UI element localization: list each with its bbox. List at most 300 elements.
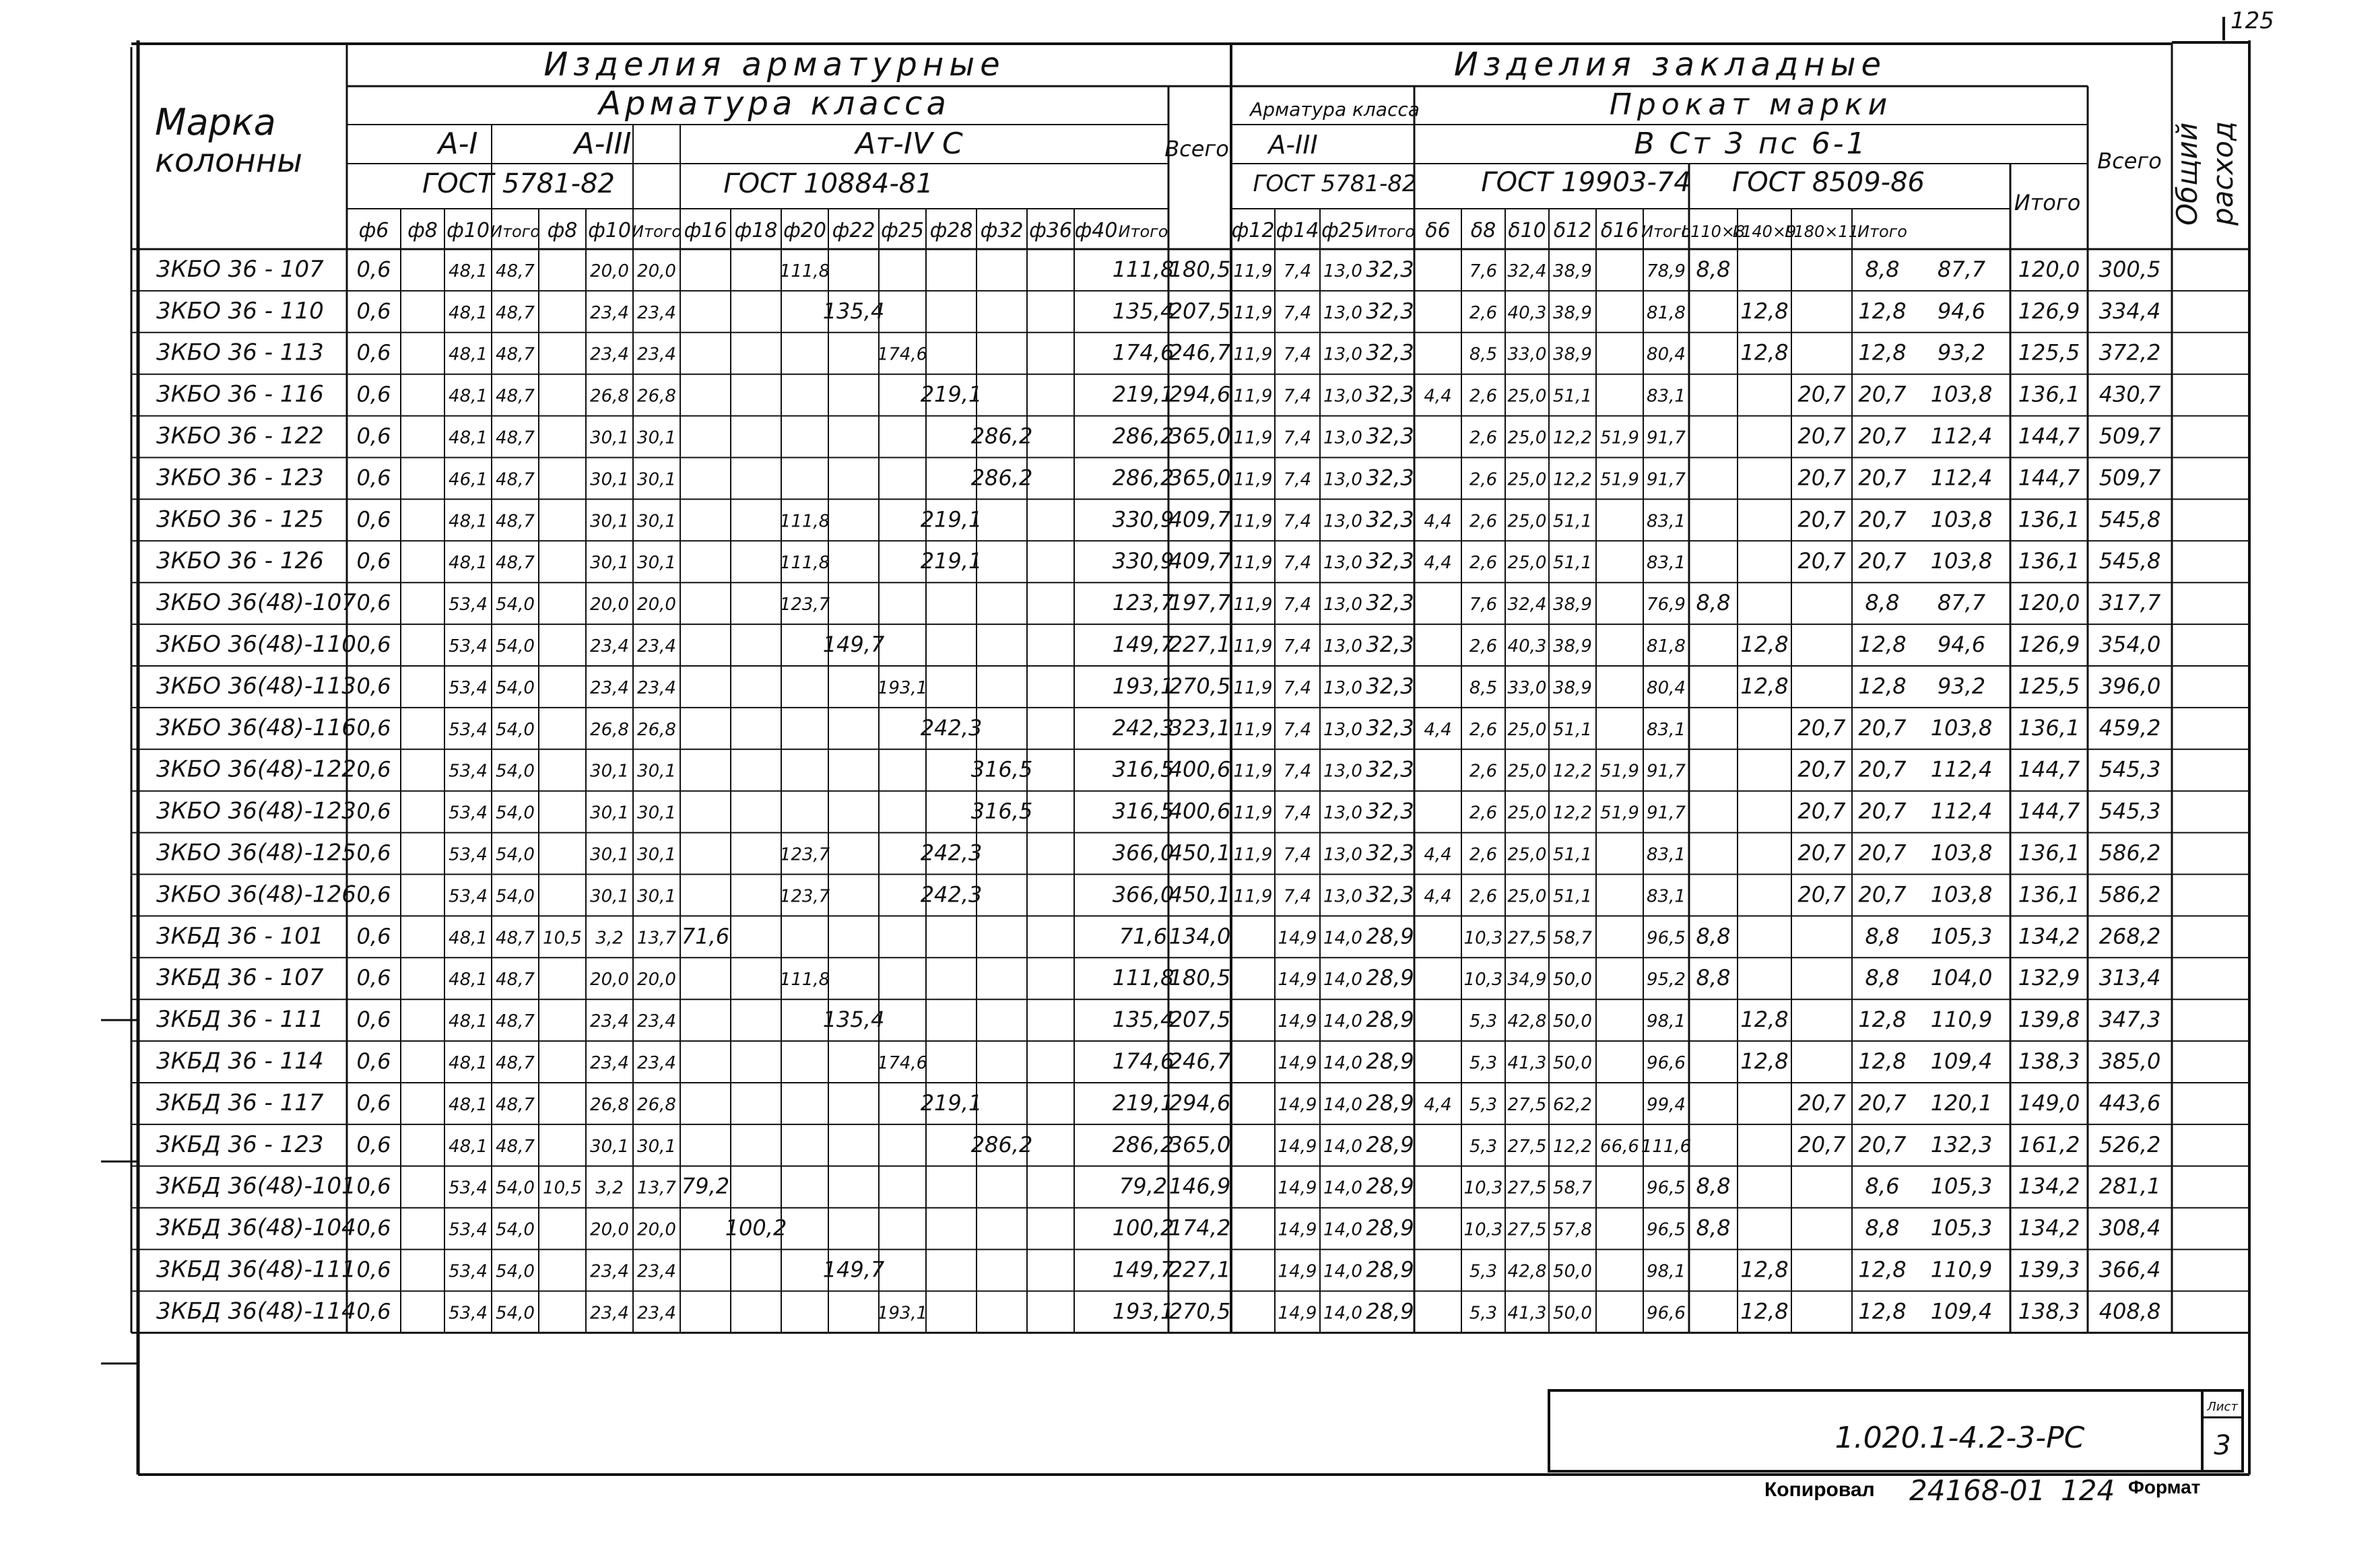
table-row xyxy=(156,547,2160,574)
table-cell: 20,7 xyxy=(1797,465,1846,491)
table-cell: 14,9 xyxy=(1278,928,1317,949)
table-cell: 48,1 xyxy=(449,386,488,407)
table-cell: 5,3 xyxy=(1469,1136,1498,1157)
table-cell: 53,4 xyxy=(449,761,488,782)
class-AIII: A-III xyxy=(574,127,632,161)
table-cell: 32,3 xyxy=(1366,756,1414,782)
table-cell: 50,0 xyxy=(1553,1011,1592,1032)
table-cell: 105,3 xyxy=(1930,923,1993,949)
table-cell: 93,2 xyxy=(1937,339,1986,366)
table-cell: 14,0 xyxy=(1323,970,1362,990)
table-cell: 91,7 xyxy=(1647,428,1686,448)
table-cell: 242,3 xyxy=(920,714,983,741)
table-cell: 281,1 xyxy=(2098,1173,2161,1199)
table-cell: 8,8 xyxy=(1865,923,1900,949)
table-cell: 14,9 xyxy=(1278,1011,1317,1032)
table-cell: 174,6 xyxy=(1112,1048,1175,1074)
table-cell: 20,7 xyxy=(1858,881,1907,908)
col-mark-line2: колонны xyxy=(155,142,303,180)
sub-col-header: ф8 xyxy=(407,219,438,242)
table-cell: 53,4 xyxy=(449,1303,488,1324)
row-mark: 3КБО 36(48)-116 xyxy=(156,714,356,741)
table-cell: 0,6 xyxy=(356,756,391,782)
table-cell: 450,1 xyxy=(1168,840,1231,866)
table-cell: 26,8 xyxy=(590,386,629,407)
sub-col-header: ф28 xyxy=(929,219,973,242)
table-cell: 136,1 xyxy=(2018,840,2080,866)
table-cell: 38,9 xyxy=(1553,677,1592,698)
table-cell: 409,7 xyxy=(1168,548,1231,574)
table-cell: 161,2 xyxy=(2018,1131,2080,1157)
row-mark: 3КБО 36(48)-122 xyxy=(156,755,356,783)
table-cell: 135,4 xyxy=(1112,298,1175,324)
table-cell: 12,8 xyxy=(1858,1048,1907,1074)
copied-label: Копировал xyxy=(1764,1479,1875,1501)
table-cell: 586,2 xyxy=(2098,840,2161,866)
table-cell: 30,1 xyxy=(590,553,629,574)
table-cell: 25,0 xyxy=(1507,719,1547,740)
table-cell: 20,7 xyxy=(1858,1131,1907,1157)
table-cell: 51,1 xyxy=(1553,719,1592,740)
table-cell: 23,4 xyxy=(637,1011,676,1032)
table-cell: 14,0 xyxy=(1323,1052,1362,1073)
table-cell: 316,5 xyxy=(970,798,1033,824)
row-mark: 3КБД 36 - 101 xyxy=(156,922,324,950)
rolled-brand-title: Прокат марки xyxy=(1609,88,1893,122)
table-cell: 54,0 xyxy=(496,595,535,615)
table-cell: 58,7 xyxy=(1553,928,1592,949)
table-cell: 14,9 xyxy=(1278,1052,1317,1073)
table-cell: 30,1 xyxy=(637,844,676,865)
table-cell: 32,3 xyxy=(1366,465,1414,491)
table-cell: 30,1 xyxy=(590,886,629,907)
table-cell: 25,0 xyxy=(1507,844,1547,865)
table-cell: 13,0 xyxy=(1323,636,1362,656)
table-cell: 138,3 xyxy=(2018,1298,2080,1324)
table-cell: 11,9 xyxy=(1233,886,1273,907)
table-cell: 48,7 xyxy=(496,1052,535,1073)
table-cell: 42,8 xyxy=(1507,1011,1547,1032)
table-cell: 8,5 xyxy=(1469,677,1498,698)
table-cell: 12,8 xyxy=(1740,1298,1789,1324)
table-cell: 227,1 xyxy=(1168,631,1231,657)
table-cell: 12,8 xyxy=(1858,631,1907,657)
row-mark: 3КБД 36(48)-101 xyxy=(156,1172,356,1200)
table-cell: 83,1 xyxy=(1647,553,1686,574)
table-cell: 11,9 xyxy=(1233,344,1273,365)
table-cell: 13,7 xyxy=(637,928,676,949)
table-cell: 23,4 xyxy=(590,1052,629,1073)
table-cell: 13,0 xyxy=(1323,844,1362,865)
table-cell: 5,3 xyxy=(1469,1052,1498,1073)
table-cell: 8,8 xyxy=(1696,923,1731,949)
table-cell: 365,0 xyxy=(1168,1131,1231,1157)
table-cell: 5,3 xyxy=(1469,1011,1498,1032)
table-cell: 83,1 xyxy=(1647,511,1686,532)
table-cell: 32,3 xyxy=(1366,256,1414,282)
table-cell: 20,0 xyxy=(637,261,676,281)
table-cell: 286,2 xyxy=(1112,423,1175,449)
table-cell: 3,2 xyxy=(595,928,624,949)
table-cell: 0,6 xyxy=(356,1298,391,1324)
table-cell: 2,6 xyxy=(1469,428,1498,448)
table-cell: 98,1 xyxy=(1647,1011,1686,1032)
sub-col-header: L140×9 xyxy=(1732,222,1797,241)
table-cell: 20,7 xyxy=(1797,1089,1846,1116)
table-row xyxy=(156,464,2161,491)
table-cell: 144,7 xyxy=(2018,465,2080,491)
table-cell: 25,0 xyxy=(1507,511,1547,532)
row-mark: 3КБД 36 - 123 xyxy=(156,1131,324,1158)
table-cell: 48,7 xyxy=(496,428,535,448)
table-cell: 26,8 xyxy=(590,1094,629,1115)
table-cell: 8,8 xyxy=(1696,1215,1731,1241)
table-row xyxy=(156,1048,2160,1075)
row-mark: 3КБО 36 - 110 xyxy=(156,297,324,325)
table-cell: 409,7 xyxy=(1168,506,1231,533)
row-mark: 3КБД 36(48)-111 xyxy=(156,1256,356,1283)
table-cell: 286,2 xyxy=(970,423,1033,449)
row-mark: 3КБД 36(48)-114 xyxy=(156,1298,356,1325)
table-row xyxy=(156,298,2160,325)
table-cell: 38,9 xyxy=(1553,636,1592,656)
table-cell: 48,7 xyxy=(496,970,535,990)
table-cell: 180,5 xyxy=(1168,965,1231,991)
table-cell: 54,0 xyxy=(496,1261,535,1282)
table-cell: 112,4 xyxy=(1930,465,1993,491)
table-cell: 270,5 xyxy=(1168,673,1231,699)
table-cell: 12,2 xyxy=(1553,428,1592,448)
emb-gost-AIII: ГОСТ 5781-82 xyxy=(1253,170,1417,197)
table-cell: 7,6 xyxy=(1469,261,1498,281)
table-cell: 135,4 xyxy=(822,298,885,324)
table-cell: 38,9 xyxy=(1553,302,1592,323)
subtotal-rolled-header: Итого xyxy=(2014,190,2081,215)
table-cell: 28,9 xyxy=(1366,1131,1414,1157)
table-cell: 12,2 xyxy=(1553,761,1592,782)
table-row xyxy=(156,256,2160,283)
table-cell: 11,9 xyxy=(1233,428,1273,448)
table-cell: 30,1 xyxy=(590,428,629,448)
table-cell: 246,7 xyxy=(1168,1048,1231,1074)
table-cell: 10,3 xyxy=(1463,970,1503,990)
table-cell: 294,6 xyxy=(1168,1089,1231,1116)
row-mark: 3КБО 36(48)-113 xyxy=(156,672,356,700)
table-cell: 5,3 xyxy=(1469,1303,1498,1324)
table-cell: 100,2 xyxy=(725,1215,787,1241)
table-cell: 32,4 xyxy=(1507,595,1547,615)
table-row xyxy=(156,1173,2160,1200)
row-mark: 3КБО 36(48)-126 xyxy=(156,881,356,908)
table-cell: 41,3 xyxy=(1507,1303,1547,1324)
table-row xyxy=(156,1006,2160,1033)
table-cell: 10,3 xyxy=(1463,1219,1503,1240)
table-cell: 111,8 xyxy=(779,261,830,281)
table-cell: 25,0 xyxy=(1507,761,1547,782)
sub-col-header: ф12 xyxy=(1231,219,1275,242)
table-cell: 0,6 xyxy=(356,714,391,741)
table-cell: 41,3 xyxy=(1507,1052,1547,1073)
table-cell: 242,3 xyxy=(920,840,983,866)
table-cell: 20,0 xyxy=(590,1219,629,1240)
table-cell: 71,6 xyxy=(1119,923,1168,949)
table-row xyxy=(156,964,2160,991)
table-cell: 30,1 xyxy=(590,761,629,782)
table-cell: 53,4 xyxy=(449,1178,488,1199)
table-cell: 20,7 xyxy=(1797,798,1846,824)
table-cell: 7,4 xyxy=(1283,761,1312,782)
table-cell: 28,9 xyxy=(1366,1089,1414,1116)
table-cell: 30,1 xyxy=(637,511,676,532)
table-cell: 23,4 xyxy=(637,1052,676,1073)
gost-19903: ГОСТ 19903-74 xyxy=(1481,167,1691,198)
table-cell: 62,2 xyxy=(1553,1094,1592,1115)
table-cell: 7,4 xyxy=(1283,344,1312,365)
table-cell: 53,4 xyxy=(449,844,488,865)
table-cell: 53,4 xyxy=(449,886,488,907)
table-cell: 0,6 xyxy=(356,965,391,991)
table-cell: 5,3 xyxy=(1469,1094,1498,1115)
table-cell: 30,1 xyxy=(637,761,676,782)
table-cell: 20,7 xyxy=(1797,423,1846,449)
table-cell: 28,9 xyxy=(1366,1007,1414,1033)
table-cell: 12,8 xyxy=(1858,298,1907,324)
table-row xyxy=(156,714,2160,741)
table-cell: 51,1 xyxy=(1553,886,1592,907)
table-cell: 0,6 xyxy=(356,1173,391,1199)
table-cell: 48,7 xyxy=(496,344,535,365)
table-cell: 26,8 xyxy=(637,719,676,740)
table-cell: 26,8 xyxy=(637,1094,676,1115)
table-row xyxy=(156,839,2160,866)
table-cell: 91,7 xyxy=(1647,761,1686,782)
table-cell: 13,0 xyxy=(1323,719,1362,740)
table-cell: 4,4 xyxy=(1424,511,1452,532)
table-cell: 96,6 xyxy=(1647,1303,1686,1324)
table-cell: 334,4 xyxy=(2098,298,2161,324)
table-cell: 0,6 xyxy=(356,256,391,282)
table-cell: 28,9 xyxy=(1366,1215,1414,1241)
table-cell: 12,8 xyxy=(1858,339,1907,366)
table-cell: 227,1 xyxy=(1168,1256,1231,1283)
table-cell: 12,2 xyxy=(1553,803,1592,823)
table-row xyxy=(156,631,2160,658)
table-cell: 105,3 xyxy=(1930,1173,1993,1199)
table-cell: 2,6 xyxy=(1469,803,1498,823)
table-cell: 10,5 xyxy=(543,1178,582,1199)
table-cell: 94,6 xyxy=(1937,631,1986,657)
table-cell: 125,5 xyxy=(2018,339,2080,366)
sub-col-header: ф10 xyxy=(447,219,490,242)
row-mark: 3КБО 36(48)-107 xyxy=(156,589,356,617)
table-cell: 30,1 xyxy=(590,1136,629,1157)
table-cell: 7,4 xyxy=(1283,595,1312,615)
table-cell: 20,0 xyxy=(590,970,629,990)
table-cell: 32,3 xyxy=(1366,506,1414,533)
table-cell: 48,1 xyxy=(449,1052,488,1073)
sub-col-header: δ16 xyxy=(1600,219,1639,242)
sub-col-header: δ12 xyxy=(1553,219,1592,242)
table-cell: 110,9 xyxy=(1930,1007,1993,1033)
sub-col-header: ф25 xyxy=(881,219,924,242)
table-cell: 27,5 xyxy=(1507,1219,1547,1240)
table-cell: 13,0 xyxy=(1323,677,1362,698)
format-label: Формат xyxy=(2128,1477,2201,1497)
table-cell: 109,4 xyxy=(1930,1298,1993,1324)
table-cell: 71,6 xyxy=(681,923,730,949)
table-cell: 193,1 xyxy=(1112,1298,1175,1324)
table-cell: 149,7 xyxy=(1112,631,1175,657)
table-cell: 0,6 xyxy=(356,1007,391,1033)
table-cell: 144,7 xyxy=(2018,756,2080,782)
sub-col-header: ф25 xyxy=(1321,219,1364,242)
table-cell: 13,0 xyxy=(1323,386,1362,407)
table-cell: 586,2 xyxy=(2098,881,2161,908)
table-cell: 26,8 xyxy=(637,386,676,407)
table-cell: 20,7 xyxy=(1797,714,1846,741)
table-cell: 7,4 xyxy=(1283,386,1312,407)
table-cell: 123,7 xyxy=(779,595,830,615)
table-cell: 11,9 xyxy=(1233,719,1273,740)
table-cell: 4,4 xyxy=(1424,719,1452,740)
total-emb-header: Всего xyxy=(2097,148,2162,174)
table-cell: 25,0 xyxy=(1507,553,1547,574)
table-cell: 0,6 xyxy=(356,840,391,866)
table-cell: 2,6 xyxy=(1469,719,1498,740)
table-row xyxy=(156,673,2160,700)
table-cell: 219,1 xyxy=(1112,1089,1175,1116)
table-cell: 33,0 xyxy=(1507,677,1547,698)
table-cell: 51,1 xyxy=(1553,844,1592,865)
table-cell: 207,5 xyxy=(1168,298,1231,324)
table-cell: 286,2 xyxy=(970,465,1033,491)
table-cell: 40,3 xyxy=(1507,636,1547,656)
table-cell: 27,5 xyxy=(1507,1094,1547,1115)
table-cell: 12,8 xyxy=(1858,1256,1907,1283)
sheet-label: Лист xyxy=(2207,1400,2238,1414)
table-cell: 8,8 xyxy=(1865,590,1900,616)
table-cell: 54,0 xyxy=(496,761,535,782)
table-cell: 365,0 xyxy=(1168,423,1231,449)
table-cell: 48,1 xyxy=(449,261,488,281)
table-cell: 7,4 xyxy=(1283,469,1312,490)
table-cell: 38,9 xyxy=(1553,344,1592,365)
sub-col-header: ф20 xyxy=(783,219,826,242)
table-row xyxy=(156,506,2160,533)
table-cell: 20,7 xyxy=(1797,506,1846,533)
table-cell: 2,6 xyxy=(1469,761,1498,782)
table-cell: 81,8 xyxy=(1647,636,1686,656)
table-cell: 100,2 xyxy=(1112,1215,1175,1241)
table-cell: 13,7 xyxy=(637,1178,676,1199)
table-cell: 32,4 xyxy=(1507,261,1547,281)
table-cell: 23,4 xyxy=(590,636,629,656)
table-cell: 545,3 xyxy=(2098,756,2161,782)
table-cell: 0,6 xyxy=(356,1256,391,1283)
table-cell: 126,9 xyxy=(2018,631,2080,657)
sub-col-header: ф36 xyxy=(1029,219,1072,242)
table-cell: 0,6 xyxy=(356,381,391,407)
table-cell: 193,1 xyxy=(877,677,928,698)
table-cell: 8,8 xyxy=(1696,1173,1731,1199)
table-cell: 125,5 xyxy=(2018,673,2080,699)
table-cell: 138,3 xyxy=(2018,1048,2080,1074)
table-cell: 14,9 xyxy=(1278,970,1317,990)
table-cell: 545,8 xyxy=(2098,548,2161,574)
table-cell: 0,6 xyxy=(356,798,391,824)
table-cell: 79,2 xyxy=(1119,1173,1168,1199)
table-cell: 20,0 xyxy=(637,595,676,615)
row-mark: 3КБО 36 - 126 xyxy=(156,547,324,575)
table-cell: 111,8 xyxy=(1112,965,1175,991)
copy-number: 124 xyxy=(2061,1474,2115,1507)
table-cell: 4,4 xyxy=(1424,1094,1452,1115)
table-cell: 11,9 xyxy=(1233,386,1273,407)
table-cell: 0,6 xyxy=(356,1215,391,1241)
table-cell: 28,9 xyxy=(1366,923,1414,949)
table-cell: 48,7 xyxy=(496,302,535,323)
table-cell: 54,0 xyxy=(496,1219,535,1240)
table-cell: 80,4 xyxy=(1647,677,1686,698)
table-cell: 27,5 xyxy=(1507,928,1547,949)
table-cell: 109,4 xyxy=(1930,1048,1993,1074)
table-cell: 2,6 xyxy=(1469,386,1498,407)
table-cell: 13,0 xyxy=(1323,553,1362,574)
sub-col-header: ф10 xyxy=(588,219,631,242)
table-cell: 40,3 xyxy=(1507,302,1547,323)
table-cell: 286,2 xyxy=(970,1131,1033,1157)
table-cell: 330,9 xyxy=(1112,548,1175,574)
table-cell: 330,9 xyxy=(1112,506,1175,533)
table-cell: 25,0 xyxy=(1507,886,1547,907)
table-cell: 96,6 xyxy=(1647,1052,1686,1073)
table-cell: 25,0 xyxy=(1507,803,1547,823)
table-cell: 7,4 xyxy=(1283,261,1312,281)
table-cell: 23,4 xyxy=(637,344,676,365)
table-cell: 51,1 xyxy=(1553,553,1592,574)
table-cell: 23,4 xyxy=(637,1261,676,1282)
table-cell: 20,7 xyxy=(1797,548,1846,574)
table-cell: 0,6 xyxy=(356,339,391,366)
table-cell: 96,5 xyxy=(1647,1178,1686,1199)
table-cell: 32,3 xyxy=(1366,548,1414,574)
table-cell: 87,7 xyxy=(1937,590,1986,616)
row-mark: 3КБО 36 - 123 xyxy=(156,464,324,492)
table-cell: 91,7 xyxy=(1647,469,1686,490)
table-cell: 23,4 xyxy=(590,1303,629,1324)
table-cell: 32,3 xyxy=(1366,298,1414,324)
table-cell: 30,1 xyxy=(637,803,676,823)
table-cell: 268,2 xyxy=(2098,923,2161,949)
table-cell: 7,4 xyxy=(1283,553,1312,574)
table-cell: 123,7 xyxy=(779,886,830,907)
table-cell: 13,0 xyxy=(1323,302,1362,323)
table-cell: 51,9 xyxy=(1600,803,1639,823)
table-cell: 7,4 xyxy=(1283,636,1312,656)
table-cell: 103,8 xyxy=(1930,714,1993,741)
table-cell: 23,4 xyxy=(637,677,676,698)
row-mark: 3КБД 36 - 107 xyxy=(156,964,324,992)
table-cell: 7,4 xyxy=(1283,428,1312,448)
table-row xyxy=(156,922,2160,949)
table-cell: 132,3 xyxy=(1930,1131,1993,1157)
table-cell: 12,8 xyxy=(1740,1007,1789,1033)
table-cell: 48,7 xyxy=(496,928,535,949)
table-cell: 13,0 xyxy=(1323,344,1362,365)
table-cell: 48,7 xyxy=(496,1094,535,1115)
table-cell: 14,0 xyxy=(1323,1094,1362,1115)
table-cell: 396,0 xyxy=(2098,673,2161,699)
